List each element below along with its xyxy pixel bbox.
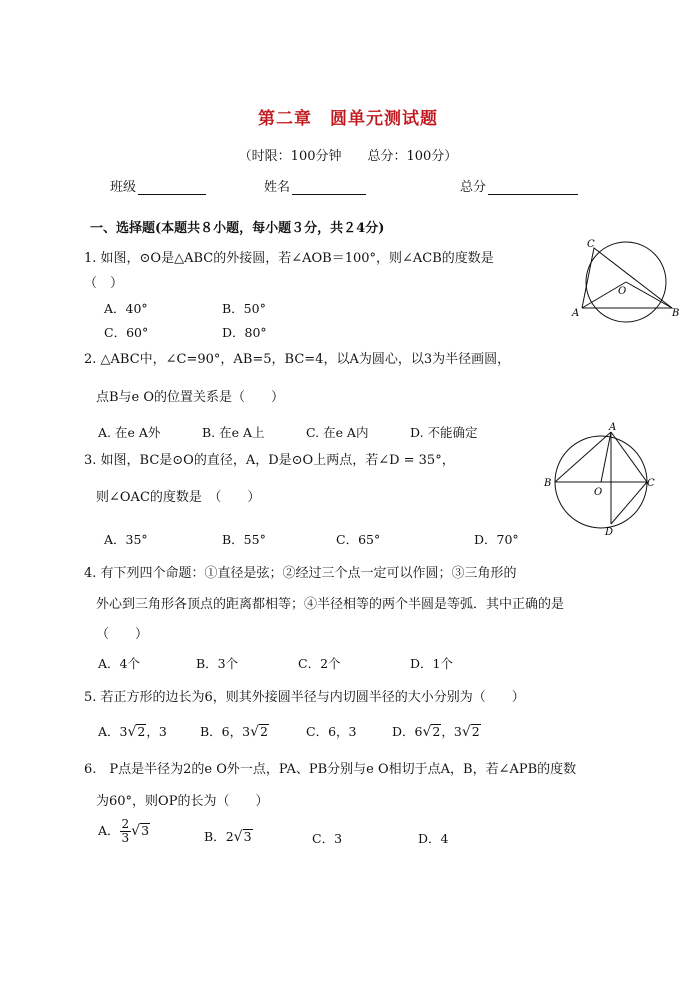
q5-option-b: B．6，3√2 (200, 724, 268, 740)
q3-option-a: A．35° (104, 532, 148, 547)
fig2-label-o: O (594, 487, 603, 498)
fig2-label-c: C (647, 478, 655, 489)
q4-stem-paren: （ ） (96, 627, 149, 642)
name-blank (292, 180, 366, 195)
q5-stem: 5. 若正方形的边长为6，则其外接圆半径与内切圆半径的大小分别为（ ） (84, 690, 525, 705)
fig1-label-o: O (618, 286, 627, 297)
q5-option-a: A．3√2，3 (98, 724, 167, 740)
score-blank (488, 180, 578, 195)
q5-option-d: D．6√2，3√2 (392, 724, 480, 740)
fig1-label-c: C (587, 239, 595, 250)
score-label: 总分 (460, 180, 487, 195)
q3-option-d: D．70° (474, 532, 519, 547)
figure-1-circle (566, 236, 686, 328)
q2-option-d: D. 不能确定 (410, 425, 478, 440)
figure-2-circle (541, 420, 661, 538)
q4-stem-cont: 外心到三角形各顶点的距离都相等；④半径相等的两个半圆是等弧．其中正确的是 (96, 597, 565, 612)
q6-option-c: C．3 (312, 831, 343, 846)
q1-stem: 1. 如图，⊙O是△ABC的外接圆，若∠AOB＝100°，则∠ACB的度数是 (84, 251, 494, 266)
q3-stem-cont: 则∠OAC的度数是 （ ） (96, 490, 261, 505)
q6-stem-cont: 为60°，则OP的长为（ ） (96, 794, 269, 809)
name-field (264, 176, 366, 195)
page-subtitle: （时限：100分钟 总分：100分） (238, 149, 458, 164)
q3-option-c: C．65° (336, 532, 381, 547)
q2-stem-cont: 点B与e O的位置关系是（ ） (96, 390, 285, 405)
score-field (460, 176, 578, 195)
q3-stem: 3. 如图，BC是⊙O的直径，A，D是⊙O上两点，若∠D = 35°， (84, 453, 455, 468)
q2-option-c: C. 在e A内 (306, 425, 369, 440)
class-label: 班级 (110, 180, 137, 195)
fig1-label-a: A (572, 308, 580, 319)
q4-option-c: C．2个 (298, 656, 341, 671)
class-field (110, 176, 206, 195)
class-blank (138, 180, 206, 195)
q6-option-a: A． $\frac{2}{3}$ √3 (98, 817, 150, 845)
q4-stem: 4. 有下列四个命题：①直径是弦；②经过三个点一定可以作圆；③三角形的 (84, 566, 517, 581)
page-title: 第二章 圆单元测试题 (258, 109, 438, 129)
q6-stem: 6. P点是半径为2的e O外一点，PA、PB分别与e O相切于点A，B，若∠APB的度数 (84, 762, 577, 777)
q2-option-b: B. 在e A上 (202, 425, 265, 440)
q6-option-d: D．4 (418, 831, 449, 846)
fig1-label-b: B (672, 308, 680, 319)
name-label: 姓名 (264, 180, 291, 195)
q1-stem-cont: （ ） (84, 276, 124, 291)
q4-option-d: D．1个 (410, 656, 453, 671)
fig2-label-b: B (544, 478, 552, 489)
q5-option-c: C．6，3 (306, 724, 357, 739)
fig2-label-a: A (609, 422, 617, 433)
q1-option-b: B．50° (222, 301, 266, 316)
q2-option-a: A. 在e A外 (98, 425, 161, 440)
q6-option-b: B．2√3 (204, 829, 252, 845)
q1-option-d: D．80° (222, 325, 267, 340)
q3-option-b: B．55° (222, 532, 266, 547)
q6-a-fraction: $\frac{2}{3}$ (121, 817, 130, 845)
fig2-label-d: D (605, 527, 614, 538)
q1-option-a: A．40° (104, 301, 148, 316)
q2-stem: 2. △ABC中，∠C=90°，AB=5，BC=4，以A为圆心，以3为半径画圆， (84, 352, 511, 367)
q4-option-b: B．3个 (196, 656, 239, 671)
q1-option-c: C．60° (104, 325, 149, 340)
section-title: 一、选择题(本题共８小题，每小题３分，共２4分) (90, 221, 385, 236)
q4-option-a: A．4个 (98, 656, 140, 671)
